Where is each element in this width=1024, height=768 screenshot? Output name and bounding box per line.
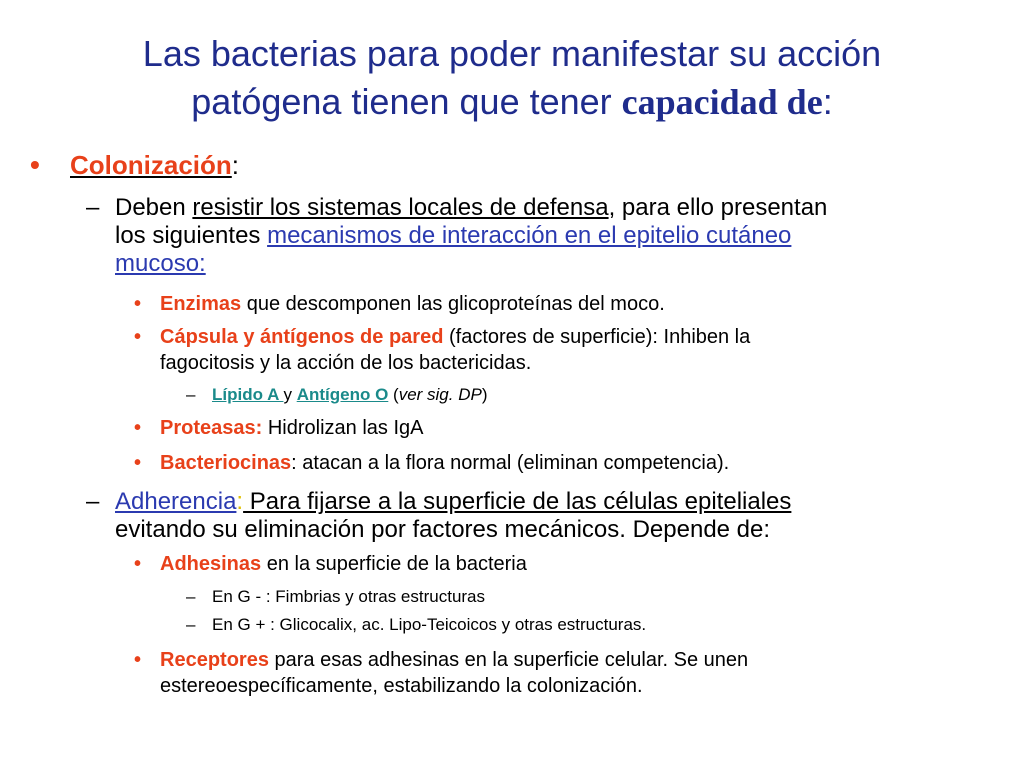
bacteriocinas-label: Bacteriocinas (160, 452, 292, 474)
defensa-part1: Deben (115, 194, 193, 221)
defensa-line-2 (115, 222, 791, 250)
bacteriocinas-text: : atacan a la flora normal (eliminan competencia). (291, 452, 730, 474)
gpos-item: En G + : Glicocalix, ac. Lipo-Teicoicos y otras estructuras. (212, 615, 647, 634)
capsula-text: (factores de superficie): Inhiben la (443, 326, 751, 348)
adhesinas-text: en la superficie de la bacteria (261, 553, 527, 575)
capsula-item (160, 324, 750, 351)
enzimas-label: Enzimas (160, 293, 242, 315)
mecanismos-link[interactable]: mecanismos de interacción en el epitelio cutáneo (267, 222, 792, 249)
receptores-item-line-2: estereoespecíficamente, estabilizando la colonización. (160, 675, 643, 697)
capsula-label: Cápsula y ántígenos de pared (160, 326, 444, 348)
receptores-text: para esas adhesinas en la superficie celular. Se unen (268, 649, 749, 671)
paren-open: ( (388, 385, 399, 404)
defensa-line-1 (115, 194, 995, 222)
receptores-item (160, 647, 748, 674)
lipido-a-link[interactable]: Lípido A (212, 385, 284, 404)
title-line-2-bold: capacidad de (621, 82, 823, 122)
proteasas-text: Hidrolizan las IgA (262, 417, 424, 439)
bullet-icon: • (134, 649, 142, 671)
antigeno-o-link[interactable]: Antígeno O (296, 385, 389, 404)
adherencia-line-2: evitando su eliminación por factores mecánicos. Depende de: (115, 516, 771, 543)
defensa-underlined: resistir los sistemas locales de defensa (192, 194, 609, 221)
proteasas-item (160, 415, 423, 442)
bullet-icon: • (134, 293, 142, 315)
dash-icon: – (186, 385, 196, 404)
dash-icon: – (186, 587, 196, 606)
defensa-part3: los siguientes (115, 222, 268, 249)
gneg-item: En G - : Fimbrias y otras estructuras (212, 587, 486, 606)
defensa-part2: , para ello presentan (608, 194, 828, 221)
ver-sig-dp: ver sig. DP (398, 385, 482, 404)
adherencia-link[interactable]: Adherencia (115, 488, 237, 515)
dash-icon: – (86, 194, 100, 221)
lipido-item (212, 384, 488, 406)
bacteriocinas-item (160, 450, 729, 477)
adhesinas-label: Adhesinas (160, 553, 262, 575)
title-line-1: Las bacterias para poder manifestar su acción (142, 33, 882, 74)
title-line-2-tail: : (822, 81, 833, 122)
receptores-label: Receptores (160, 649, 269, 671)
enzimas-item (160, 291, 665, 318)
title-line-2-normal: patógena tienen que tener (191, 81, 622, 122)
adherencia-text-1: Para fijarse a la superficie de las células epiteliales (243, 488, 792, 515)
mucoso-link[interactable]: mucoso: (115, 250, 206, 277)
bullet-icon: • (30, 149, 40, 180)
defensa-line-3 (115, 250, 206, 278)
colonizacion-heading (70, 150, 239, 180)
dash-icon: – (86, 488, 100, 515)
paren-close: ) (481, 385, 488, 404)
capsula-item-line-2: fagocitosis y la acción de los bactericidas. (160, 352, 532, 374)
proteasas-label: Proteasas: (160, 417, 263, 439)
adherencia-colon: : (236, 488, 244, 515)
bullet-icon: • (134, 417, 142, 439)
colonizacion-label: Colonización (70, 150, 232, 180)
adhesinas-item (160, 551, 527, 578)
enzimas-text: que descomponen las glicoproteínas del moco. (241, 293, 665, 315)
bullet-icon: • (134, 452, 142, 474)
adherencia-line-1 (115, 488, 791, 516)
dash-icon: – (186, 615, 196, 634)
bullet-icon: • (134, 553, 142, 575)
colonizacion-colon: : (231, 150, 240, 180)
lipido-y: y (283, 385, 297, 404)
bullet-icon: • (134, 326, 142, 348)
